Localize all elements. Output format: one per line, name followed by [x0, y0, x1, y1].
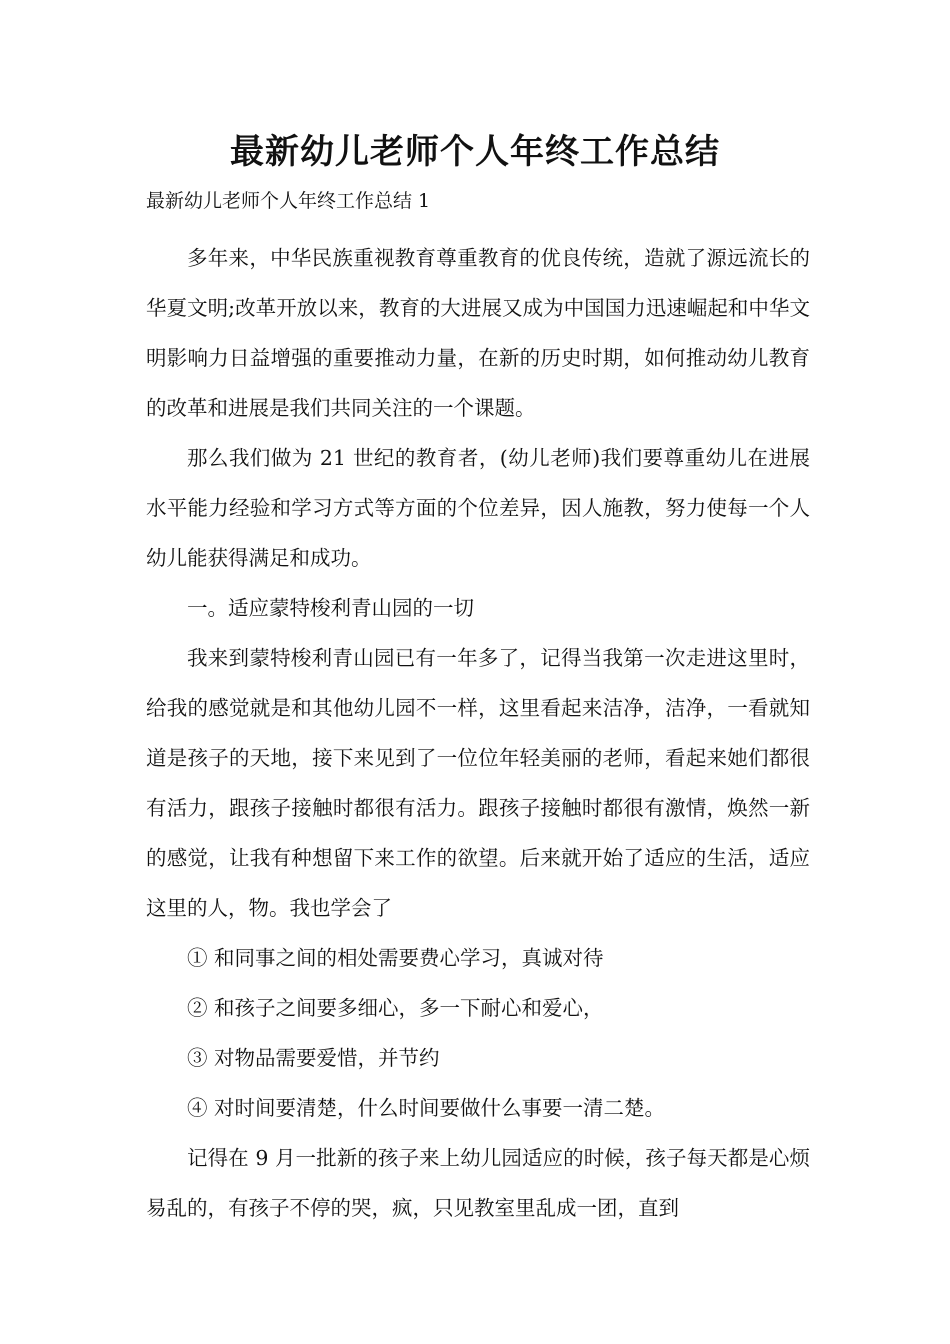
paragraph-september: 记得在 9 月一批新的孩子来上幼儿园适应的时候，孩子每天都是心烦易乱的，有孩子不停的哭，疯，只见教室里乱成一团，直到 — [146, 1146, 810, 1220]
list-item-time: ④ 对时间要清楚，什么时间要做什么事要一清二楚。 — [187, 1096, 666, 1120]
document-body — [146, 233, 810, 1233]
paragraph-educators: 那么我们做为 21 世纪的教育者，(幼儿老师)我们要尊重幼儿在进展水平能力经验和学习方式等方面的个位差异，因人施教，努力使每一个人幼儿能获得满足和成功。 — [146, 446, 810, 570]
document-subtitle: 最新幼儿老师个人年终工作总结 1 — [146, 190, 431, 212]
list-item-children: ② 和孩子之间要多细心，多一下耐心和爱心， — [187, 996, 604, 1020]
list-item-materials: ③ 对物品需要爱惜，并节约 — [187, 1046, 440, 1070]
paragraph-arrival: 我来到蒙特梭利青山园已有一年多了，记得当我第一次走进这里时，给我的感觉就是和其他幼儿园不一样，这里看起来洁净，洁净，一看就知道是孩子的天地，接下来见到了一位位年轻美丽的老师，看起来她们都很有活力，跟孩子接触时都很有活力。跟孩子接触时都很有激情，焕然一新的感觉，让我有种想留下来工作的欲望。后来就开始了适应的生活，适应这里的人，物。我也学会了 — [146, 646, 810, 920]
paragraph-intro: 多年来，中华民族重视教育尊重教育的优良传统，造就了源远流长的华夏文明;改革开放以来，教育的大进展又成为中国国力迅速崛起和中华文明影响力日益增强的重要推动力量，在新的历史时期，如何推动幼儿教育的改革和进展是我们共同关注的一个课题。 — [146, 246, 810, 420]
list-item-colleagues: ① 和同事之间的相处需要费心学习，真诚对待 — [187, 946, 604, 970]
document-title: 最新幼儿老师个人年终工作总结 — [230, 132, 720, 172]
section-heading-adapt: 一。适应蒙特梭利青山园的一切 — [187, 596, 474, 620]
